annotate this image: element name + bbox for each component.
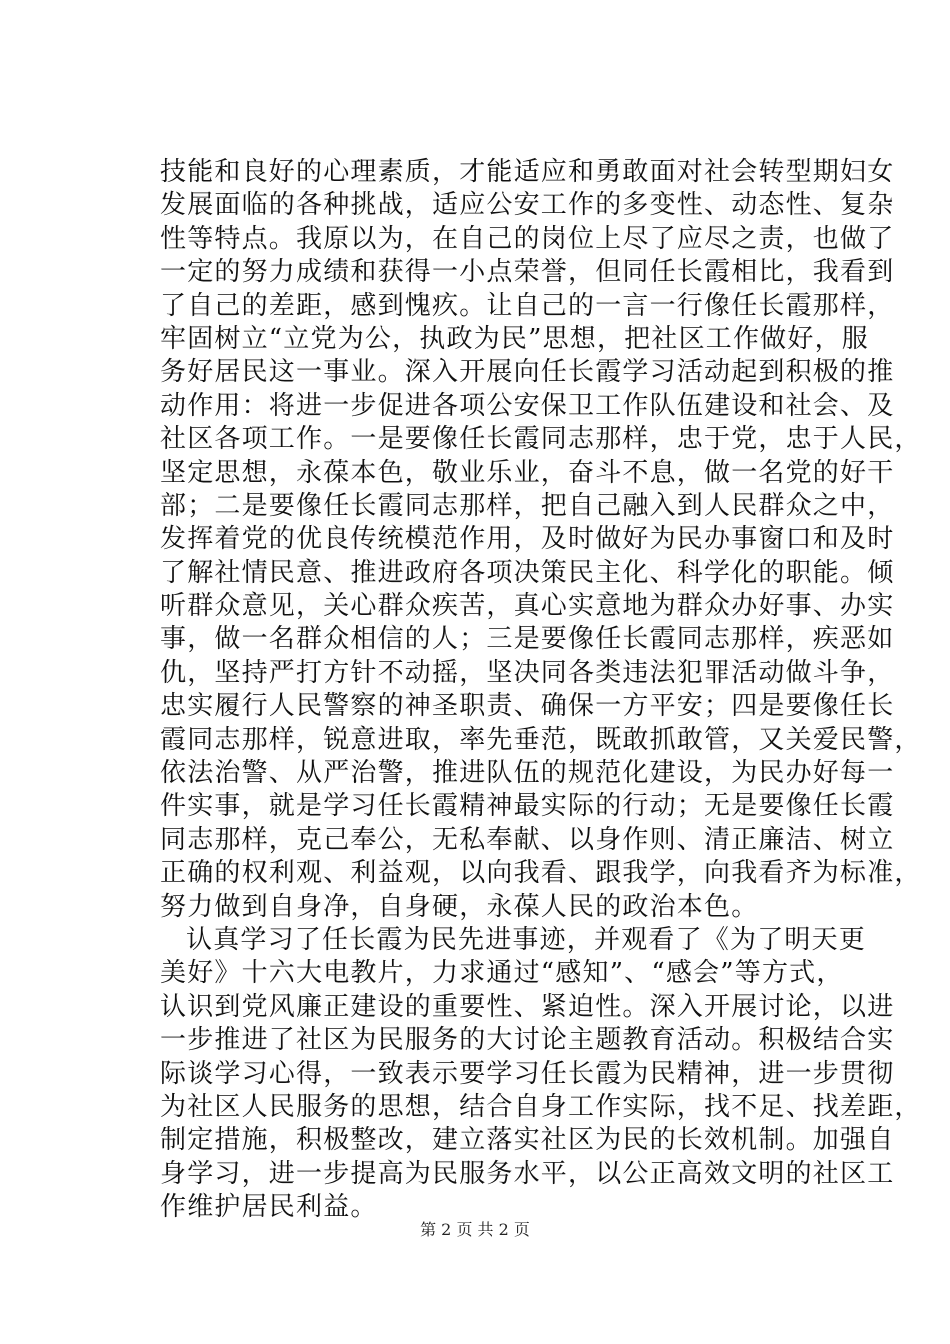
text-line: 制定措施，积极整改，建立落实社区为民的长效机制。加强自 [160, 1125, 895, 1156]
text-line: 一步推进了社区为民服务的大讨论主题教育活动。积极结合实 [160, 1025, 895, 1056]
text-line: 同志那样，克己奉公，无私奉献、以身作则、清正廉洁、树立 [160, 824, 895, 855]
text-line: 正确的权利观、利益观，以向我看、跟我学，向我看齐为标准， [160, 858, 922, 889]
page-footer: 第 2 页 共 2 页 [420, 1220, 530, 1239]
text-line: 了解社情民意、推进政府各项决策民主化、科学化的职能。倾 [160, 557, 895, 588]
text-line: 身学习，进一步提高为民服务水平，以公正高效文明的社区工 [160, 1158, 895, 1189]
text-line: 际谈学习心得，一致表示要学习任长霞为民精神，进一步贯彻 [160, 1058, 895, 1089]
text-line: 美好》十六大电教片，力求通过“感知”、“感会”等方式， [160, 958, 844, 989]
text-line: 坚定思想，永葆本色，敬业乐业，奋斗不息，做一名党的好干 [160, 457, 895, 488]
text-line: 仇，坚持严打方针不动摇，坚决同各类违法犯罪活动做斗争， [160, 657, 895, 688]
text-line: 发挥着党的优良传统模范作用，及时做好为民办事窗口和及时 [160, 524, 895, 555]
text-line: 作维护居民利益。 [160, 1192, 378, 1223]
body-text [160, 156, 922, 1225]
text-line: 为社区人民服务的思想，结合自身工作实际，找不足、找差距， [160, 1091, 922, 1122]
text-line: 了自己的差距，感到愧疚。让自己的一言一行像任长霞那样， [160, 290, 895, 321]
text-line: 一定的努力成绩和获得一小点荣誉，但同任长霞相比，我看到 [160, 257, 895, 288]
text-line: 部；二是要像任长霞同志那样，把自己融入到人民群众之中， [160, 490, 895, 521]
text-line: 社区各项工作。一是要像任长霞同志那样，忠于党，忠于人民， [160, 424, 922, 455]
text-line: 务好居民这一事业。深入开展向任长霞学习活动起到积极的推 [160, 357, 895, 388]
text-line: 忠实履行人民警察的神圣职责、确保一方平安；四是要像任长 [160, 691, 895, 722]
text-line: 件实事，就是学习任长霞精神最实际的行动；无是要像任长霞 [160, 791, 895, 822]
text-line: 技能和良好的心理素质，才能适应和勇敢面对社会转型期妇女 [160, 157, 895, 187]
paragraph-start-line: 认真学习了任长霞为民先进事迹，并观看了《为了明天更 [186, 924, 867, 955]
text-line: 霞同志那样，锐意进取，率先垂范，既敢抓敢管，又关爱民警， [160, 724, 922, 755]
text-line: 认识到党风廉正建设的重要性、紧迫性。深入开展讨论，以进 [160, 991, 895, 1022]
text-line: 发展面临的各种挑战，适应公安工作的多变性、动态性、复杂 [160, 190, 895, 221]
text-line: 性等特点。我原以为，在自己的岗位上尽了应尽之责，也做了 [160, 223, 895, 254]
text-line: 牢固树立“立党为公，执政为民”思想，把社区工作做好，服 [160, 323, 869, 354]
text-line: 听群众意见，关心群众疾苦，真心实意地为群众办好事、办实 [160, 591, 895, 622]
text-line: 事，做一名群众相信的人；三是要像任长霞同志那样，疾恶如 [160, 624, 895, 655]
text-line: 依法治警、从严治警，推进队伍的规范化建设，为民办好每一 [160, 758, 895, 789]
text-line: 努力做到自身净，自身硬，永葆人民的政治本色。 [160, 891, 759, 922]
text-line: 动作用：将进一步促进各项公安保卫工作队伍建设和社会、及 [160, 390, 895, 421]
